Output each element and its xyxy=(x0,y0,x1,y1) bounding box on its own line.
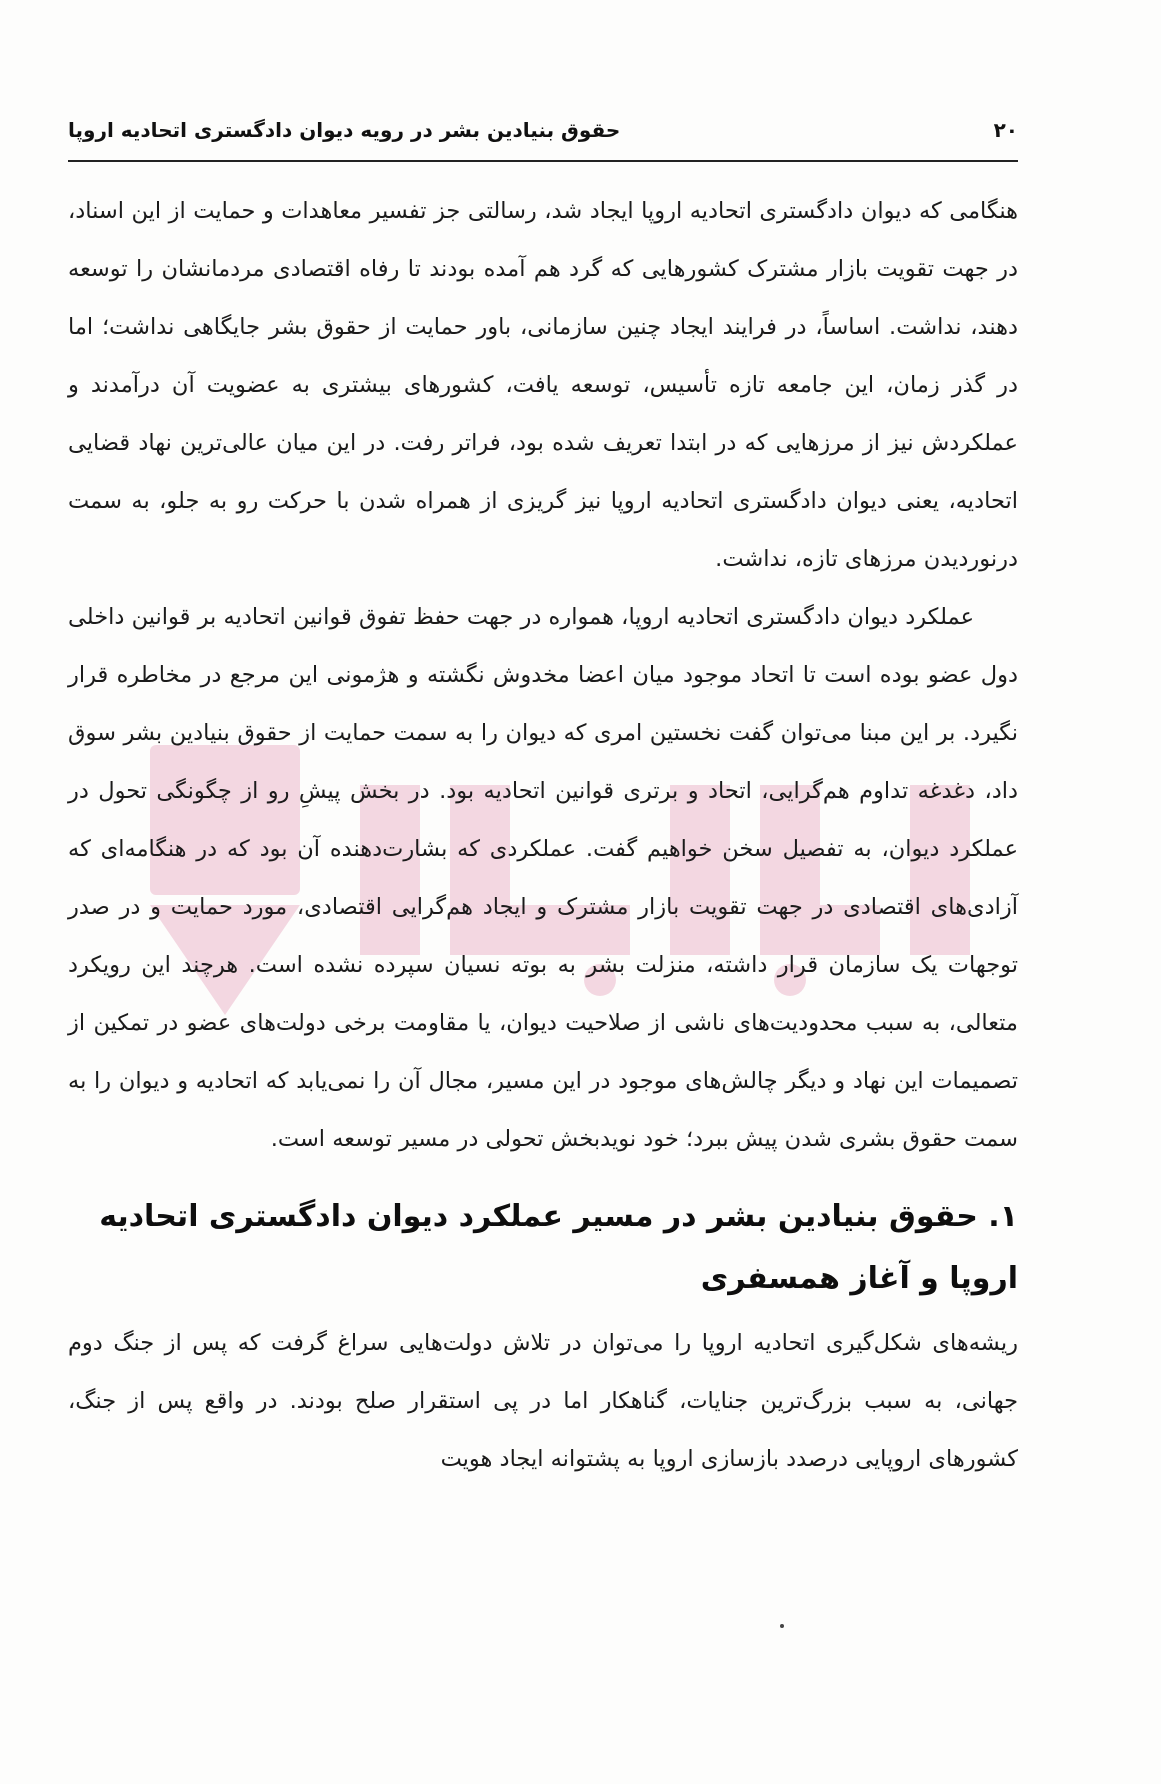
running-title: حقوق بنیادین بشر در رویه دیوان دادگستری اتحادیه اروپا xyxy=(68,118,621,142)
paragraph-1: هنگامی که دیوان دادگستری اتحادیه اروپا ایجاد شد، رسالتی جز تفسیر معاهدات و حمایت از این اسناد، در جهت تقویت بازار مشترک کشورهایی که گرد هم آمده بودند تا رفاه اقتصادی مردمانشان را توسعه دهند، نداشت. اساساً، در فرایند ایجاد چنین سازمانی، باور حمایت از حقوق بشر جایگاهی نداشت؛ اما در گذر زمان، این جامعه تازه تأسیس، توسعه یافت، کشورهای بیشتری به عضویت آن درآمدند و عملکردش نیز از مرزهایی که در ابتدا تعریف شده بود، فراتر رفت. در این میان عالی‌ترین نهاد قضایی اتحادیه، یعنی دیوان دادگستری اتحادیه اروپا نیز گریزی از همراه شدن با حرکت رو به جلو، به سمت درنوردیدن مرزهای تازه، نداشت. xyxy=(68,198,1018,572)
page-number: ۲۰ xyxy=(993,118,1018,142)
body-text xyxy=(68,182,1018,1488)
scan-speck xyxy=(780,1624,784,1628)
header-rule xyxy=(68,160,1018,162)
section-heading: ۱. حقوق بنیادین بشر در مسیر عملکرد دیوان دادگستری اتحادیه اروپا و آغاز همسفری xyxy=(99,1199,1018,1296)
section-paragraph: ریشه‌های شکل‌گیری اتحادیه اروپا را می‌توان در تلاش دولت‌هایی سراغ گرفت که پس از جنگ دوم جهانی، به سبب بزرگ‌ترین جنایات، گناهکار اما در پی استقرار صلح بودند. در واقع پس از جنگ، کشورهای اروپایی درصدد بازسازی اروپا به پشتوانه ایجاد هویت xyxy=(68,1330,1018,1472)
paragraph-2: عملکرد دیوان دادگستری اتحادیه اروپا، همواره در جهت حفظ تفوق قوانین اتحادیه بر قوانین داخلی دول عضو بوده است تا اتحاد موجود میان اعضا مخدوش نگشته و هژمونی این مرجع در مخاطره قرار نگیرد. بر این مبنا می‌توان گفت نخستین امری که دیوان را به سمت حمایت از حقوق بنیادین بشر سوق داد، دغدغه تداوم هم‌گرایی، اتحاد و برتری قوانین اتحادیه بود. در بخش پیشِ رو از چگونگی تحول در عملکرد دیوان، به تفصیل سخن خواهیم گفت. عملکردی که بشارت‌دهنده آن بود که در هنگامه‌ای که آزادی‌های اقتصادی در جهت تقویت بازار مشترک و ایجاد هم‌گرایی اقتصادی، مورد حمایت و در صدر توجهات یک سازمان قرار داشته، منزلت بشر به بوته نسیان سپرده نشده است. هرچند این رویکرد متعالی، به سبب محدودیت‌های ناشی از صلاحیت دیوان، یا مقاومت برخی دولت‌های عضو در تمکین از تصمیمات این نهاد و دیگر چالش‌های موجود در این مسیر، مجال آن را نمی‌یابد که اتحادیه و دیوان را به سمت حقوق بشری شدن پیش ببرد؛ خود نویدبخش تحولی در مسیر توسعه است. xyxy=(68,604,1018,1152)
running-header xyxy=(68,108,1018,152)
